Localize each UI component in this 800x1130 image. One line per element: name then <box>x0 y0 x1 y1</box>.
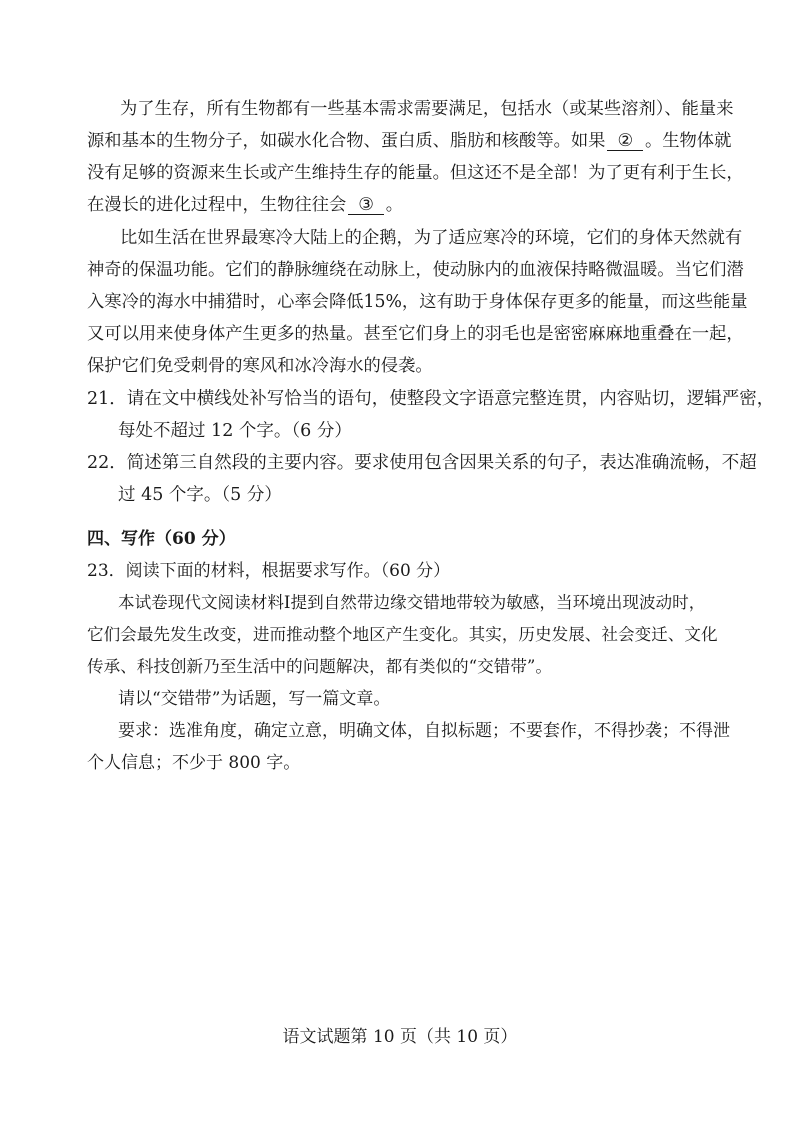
passage-text: 入寒冷的海水中捕猎时，心率会降低15%，这有助于身体保存更多的能量，而这些能量 <box>87 292 748 312</box>
passage-line <box>120 227 742 249</box>
question-text: 22．简述第三自然段的主要内容。要求使用包含因果关系的句子，表达准确流畅，不超 <box>87 453 757 473</box>
question-text: 21．请在文中横线处补写恰当的语句，使整段文字语意完整连贯，内容贴切，逻辑严密， <box>87 389 775 409</box>
passage-text: 。生物体就 <box>644 131 732 151</box>
passage-text: 又可以用来使身体产生更多的热量。甚至它们身上的羽毛也是密密麻麻地重叠在一起， <box>87 324 744 344</box>
passage-text: 在漫长的进化过程中，生物往往会 <box>87 195 347 215</box>
question-22-cont <box>118 484 282 506</box>
passage-text: 比如生活在世界最寒冷大陆上的企鹅，为了适应寒冷的环境，它们的身体天然就有 <box>120 228 743 248</box>
material-line: 本试卷现代文阅读材料Ⅰ提到自然带边缘交错地带较为敏感，当环境出现波动时， <box>118 593 706 612</box>
passage-line <box>120 98 733 120</box>
requirement-line: 个人信息；不少于 800 字。 <box>87 753 301 773</box>
passage-text: 保护它们免受刺骨的寒风和冰冷海水的侵袭。 <box>87 356 433 376</box>
passage-text: 神奇的保温功能。它们的静脉缠绕在动脉上，使动脉内的血液保持略微温暖。当它们潜 <box>87 260 744 280</box>
question-21 <box>87 388 774 410</box>
passage-text: 。 <box>385 195 404 215</box>
passage-line <box>87 291 748 313</box>
material-line: 它们会最先发生改变，进而推动整个地区产生变化。其实，历史发展、社会变迁、文化 <box>87 625 718 644</box>
question-text: 过 45 个字。（5 分） <box>118 485 282 505</box>
question-21-cont <box>118 420 352 442</box>
question-23: 23．阅读下面的材料，根据要求写作。（60 分） <box>87 561 451 581</box>
passage-line <box>87 259 744 281</box>
passage-line <box>87 194 403 216</box>
requirement-line: 要求：选准角度，确定立意，明确文体，自拟标题；不要套作，不得抄袭；不得泄 <box>118 721 730 741</box>
passage-text: 没有足够的资源来生长或产生维持生存的能量。但这还不是全部！为了更有利于生长， <box>87 163 744 183</box>
question-22 <box>87 452 757 474</box>
material-line: 传承、科技创新乃至生活中的问题解决，都有类似的“交错带”。 <box>87 657 552 676</box>
passage-line <box>87 130 731 152</box>
question-text: 每处不超过 12 个字。（6 分） <box>118 421 352 441</box>
passage-line <box>87 355 433 377</box>
passage-line <box>87 162 744 184</box>
passage-text: 源和基本的生物分子，如碳水化合物、蛋白质、脂肪和核酸等。如果 <box>87 131 606 151</box>
blank-2: ② <box>607 132 643 151</box>
section-title: 四、写作（60 分） <box>87 529 236 549</box>
topic-line: 请以“交错带”为话题，写一篇文章。 <box>118 689 391 709</box>
blank-3: ③ <box>348 196 384 215</box>
passage-text: 为了生存，所有生物都有一些基本需求需要满足，包括水（或某些溶剂）、能量来 <box>120 99 734 119</box>
passage-line <box>87 323 744 345</box>
page-footer: 语文试题第 10 页（共 10 页） <box>282 1027 518 1047</box>
